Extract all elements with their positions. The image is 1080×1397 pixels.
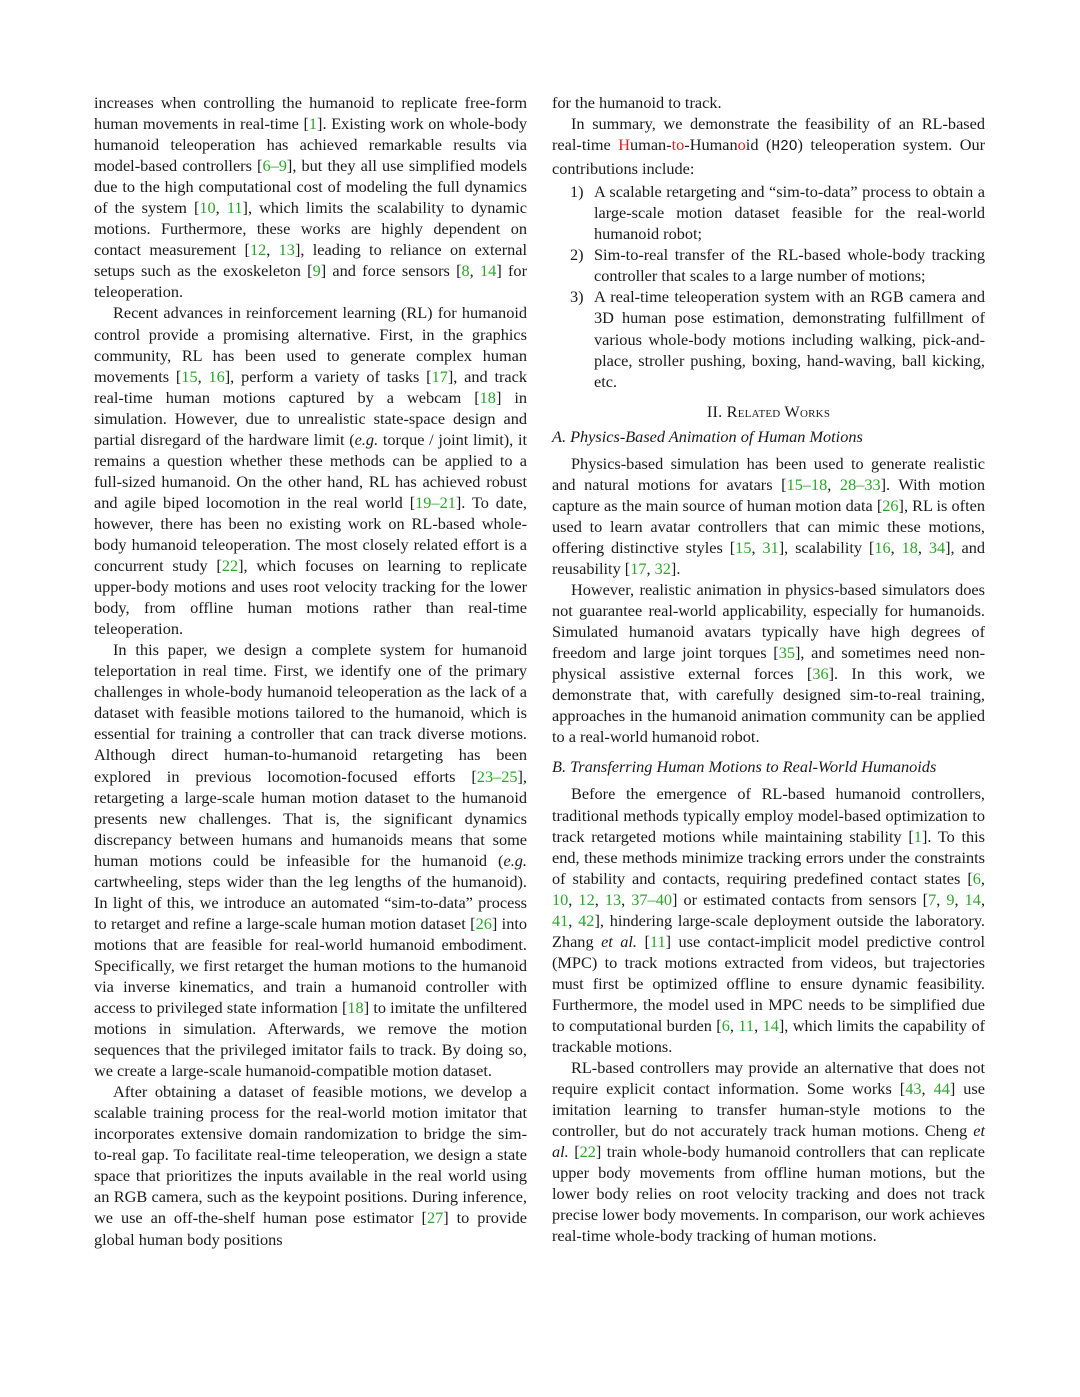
summary-paragraph: In summary, we demonstrate the feasibility of an RL-based real-time Human-to-Humanoid (H2O) teleoperation system. Our contributions include: — [552, 114, 986, 179]
section-title: II. Related Works — [706, 401, 831, 421]
related-b-paragraph-2: RL-based controllers may provide an alternative that does not require explicit contact information. Some works [43, 44] use imitation learning to transfer human-style motions to the controller, but do not accurately track human motions. Cheng et al. [22] train whole-body humanoid controllers that can replicate upper body movements from offline human motions, but the lower body relies on root velocity tracking and does not track precise lower body movements. In comparison, our work achieves real-time whole-body tracking of human motions. — [552, 1058, 985, 1246]
intro-paragraph-1: increases when controlling the humanoid to replicate free-form human movements in real-time [1]. Existing work on whole-body humanoid teleoperation has achieved remarkable results via model-based controllers [6–9], but they all use simplified models due to the high computational cost of modeling the full dynamics of the system [10, 11], which limits the scalability to dynamic motions. Furthermore, these works are highly dependent on contact measurement [12, 13], leading to reliance on external setups such as the exoskeleton [9] and force sensors [8, 14] for teleoperation. — [94, 93, 528, 302]
list-item: 1) A scalable retargeting and “sim-to-data” process to obtain a large-scale motion dataset feasible for the real-world humanoid robot; — [570, 182, 985, 244]
list-item: 3) A real-time teleoperation system with an RGB camera and 3D human pose estimation, demonstrating fulfillment of various whole-body motions including walking, pick-and-place, stroller pushing, boxing, hand-waving, ball kicking, etc. — [570, 287, 985, 391]
related-b-paragraph-1: Before the emergence of RL-based humanoid controllers, traditional methods typically employ model-based optimization to track retargeted motions while maintaining stability [1]. To this end, these methods minimize tracking errors under the constraints of stability and contacts, requiring predefined contact states [6, 10, 12, 13, 37–40] or estimated contacts from sensors [7, 9, 14, 41, 42], hindering large-scale deployment outside the laboratory. Zhang et al. [11] use contact-implicit model predictive control (MPC) to track motions extracted from videos, but trajectories must first be optimized offline to ensure dynamic feasibility. Furthermore, the model used in MPC needs to be simplified due to computational burden [6, 11, 14], which limits the capability of trackable motions. — [552, 784, 986, 1057]
contributions-list — [552, 181, 985, 391]
intro-paragraph-2: Recent advances in reinforcement learning (RL) for humanoid control provide a promising alternative. First, in the graphics community, RL has been used to generate complex human movements [15, 16], perform a variety of tasks [17], and track real-time human motions captured by a webcam [18] in simulation. However, due to unrealistic state-space design and partial disregard of the hardware limit (e.g. torque / joint limit), it remains a question whether these methods can be applied to a full-sized humanoid. On the other hand, RL has achieved robust and agile biped locomotion in the real world [19–21]. To date, however, there has been no existing work on RL-based whole-body humanoid teleoperation. The most closely related effort is a concurrent study [22], which focuses on learning to replicate upper-body motions and uses root velocity tracking for the lower body, from offline human motions rather than real-time teleoperation. — [94, 303, 528, 639]
intro-paragraph-5: for the humanoid to track. — [552, 93, 722, 112]
subsection-title-b: B. Transferring Human Motions to Real-World Humanoids — [552, 757, 937, 777]
related-a-paragraph-1: Physics-based simulation has been used to generate realistic and natural motions for avatars [15–18, 28–33]. With motion capture as the main source of human motion data [26], RL is often used to learn avatar controllers that can mimic these motions, offering distinctive styles [15, 31], scalability [16, 18, 34], and reusability [17, 32]. — [552, 453, 986, 578]
intro-paragraph-4: After obtaining a dataset of feasible motions, we develop a scalable training process for the real-world motion imitator that incorporates extensive domain randomization to bridge the sim-to-real gap. To facilitate real-time teleoperation, we design a state space that prioritizes the inputs available in the real world using an RGB camera, such as the keypoint positions. During inference, we use an off-the-shelf human pose estimator [27] to provide global human body positions — [94, 1082, 527, 1249]
left-column — [94, 92, 527, 1250]
intro-paragraph-3: In this paper, we design a complete system for humanoid teleportation in real time. First, we identify one of the primary challenges in whole-body humanoid teleoperation as the lack of a dataset with feasible motions tailored to the humanoid, which is essential for training a controller that can track diverse motions. Although direct human-to-humanoid retargeting has been explored in previous locomotion-focused efforts [23–25], retargeting a large-scale human motion dataset to the humanoid presents new challenges. That is, the significant dynamics discrepancy between humans and humanoids means that some human motions could be infeasible for the humanoid (e.g. cartwheeling, steps wider than the leg lengths of the humanoid). In light of this, we introduce an automated “sim-to-data” process to retarget and refine a large-scale human motion dataset [26] into motions that are feasible for real-world humanoid embodiment. Specifically, we first retarget the human motions to the humanoid via inverse kinematics, and train a humanoid controller with access to privileged state information [18] to imitate the unfiltered motions in simulation. Afterwards, we remove the motion sequences that the privileged imitator fails to track. By doing so, we create a large-scale humanoid-compatible motion dataset. — [94, 640, 527, 1081]
list-item: 2) Sim-to-real transfer of the RL-based whole-body tracking controller that scales to a large number of motions; — [570, 245, 985, 286]
related-a-paragraph-2: However, realistic animation in physics-based simulators does not guarantee real-world applicability, especially for humanoids. Simulated humanoid avatars typically have high degrees of freedom and large joint torques [35], and sometimes need non-physical assistive external forces [36]. In this work, we demonstrate that, with carefully designed sim-to-real training, approaches in the humanoid animation community can be applied to a real-world humanoid robot. — [552, 580, 985, 747]
subsection-title-a: A. Physics-Based Animation of Human Motions — [552, 426, 863, 446]
right-column — [552, 92, 985, 1246]
